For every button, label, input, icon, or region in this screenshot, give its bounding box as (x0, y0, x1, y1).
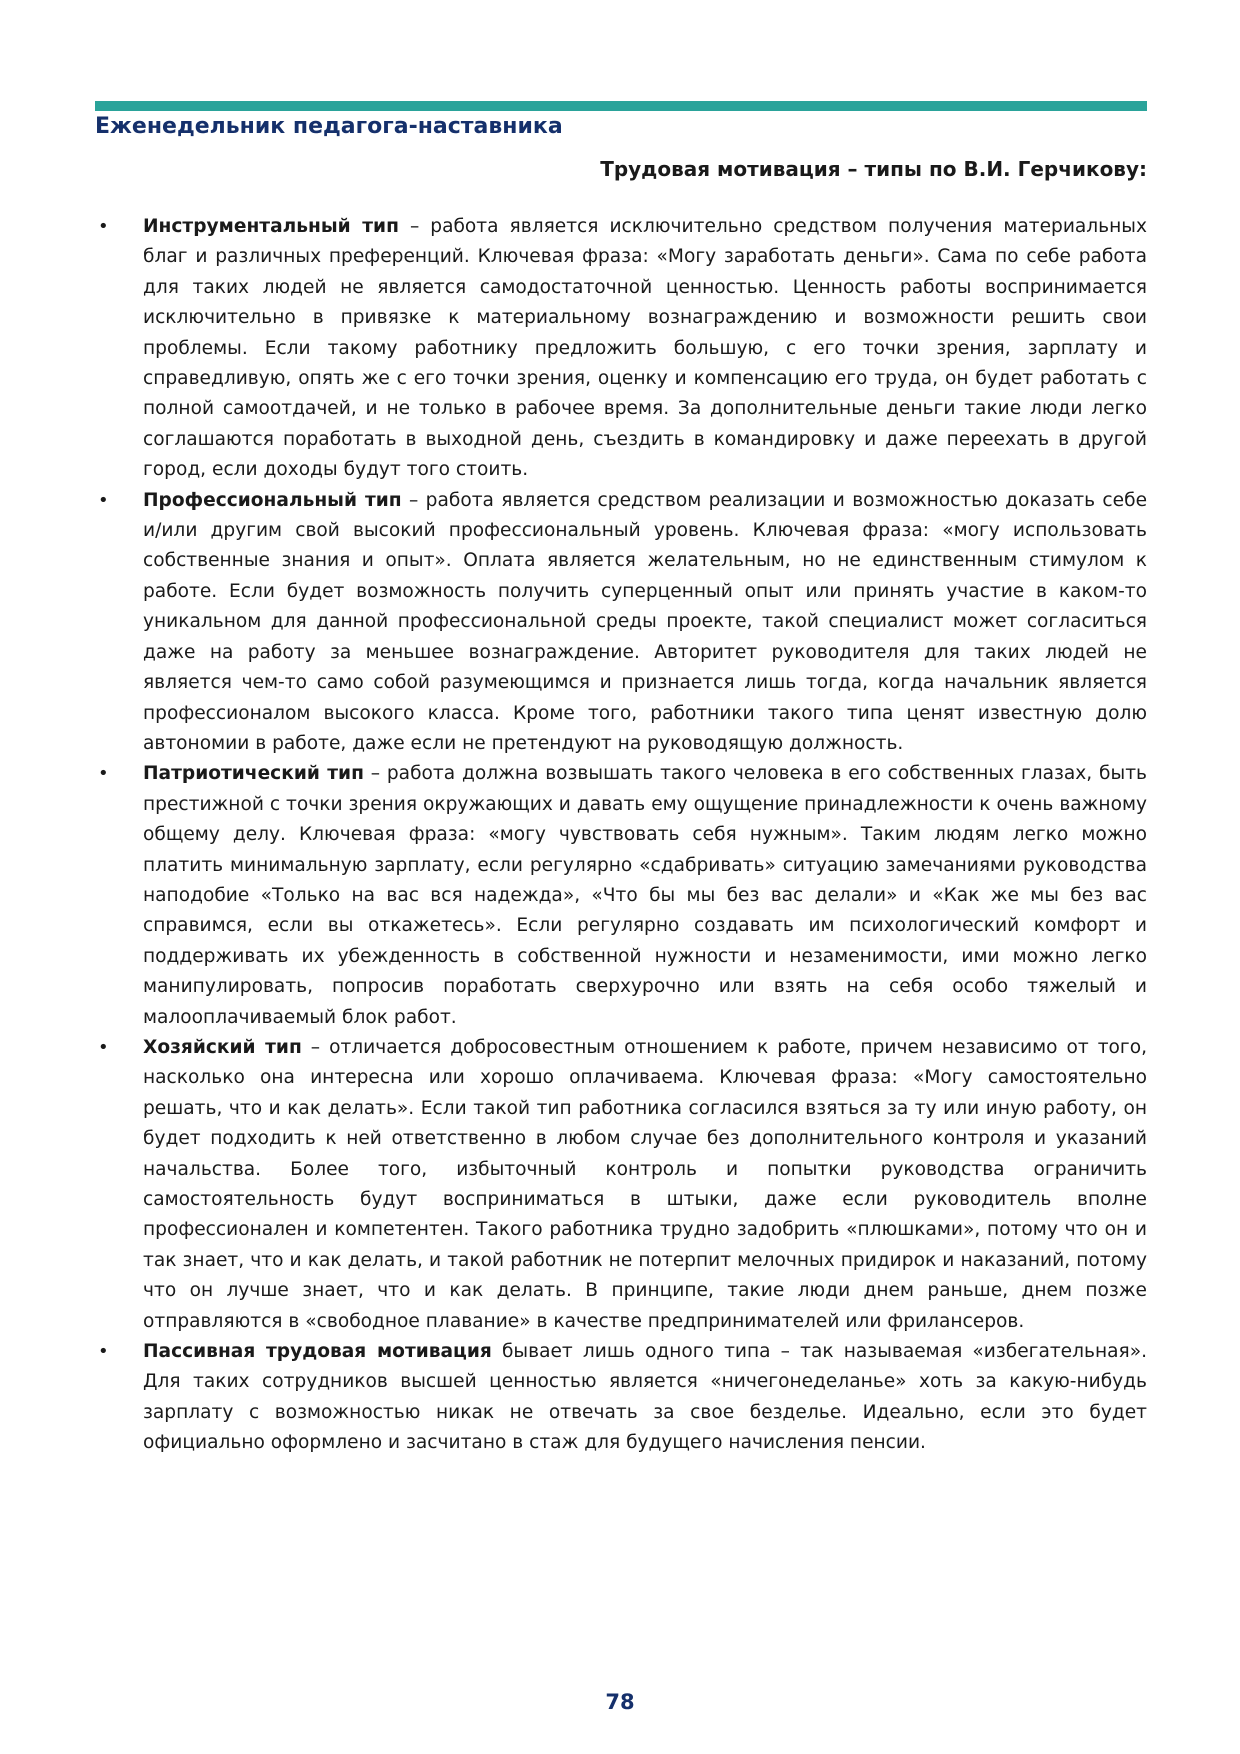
type-description: – работа должна возвышать такого человека в его собственных глазах, быть престижной с точки зрения окружающих и давать ему ощущение принадлежности к очень важному общему делу. Ключевая фраза: «могу чувствовать себя нужным». Таким людям легко можно платить минимальную зарплату, если регулярно «сдабривать» ситуацию замечаниями руководства наподобие «Только на вас вся надежда», «Что бы мы без вас делали» и «Как же мы без вас справимся, если вы откажетесь». Если регулярно создавать им психологический комфорт и поддерживать их убежденность в собственной нужности и незаменимости, ими можно легко манипулировать, попросив поработать сверхурочно или взять на себя особо тяжелый и малооплачиваемый блок работ. (143, 763, 1147, 1028)
type-term: Инструментальный тип (143, 216, 399, 237)
content-body (95, 212, 1147, 1459)
list-item (95, 759, 1147, 1033)
type-description: – работа является средством реализации и возможностью доказать себе и/или другим свой высокий профессиональный уровень. Ключевая фраза: «могу использовать собственные знания и опыт». Оплата является желательным, но не единственным стимулом к работе. Если будет возможность получить суперценный опыт или принять участие в каком-то уникальном для данной профессиональной среды проекте, такой специалист может согласиться даже на работу за меньшее вознаграждение. Авторитет руководителя для таких людей не является чем-то само собой разумеющимся и признается лишь тогда, когда начальник является профессионалом высокого класса. Кроме того, работники такого типа ценят известную долю автономии в работе, даже если не претендуют на руководящую должность. (143, 489, 1148, 754)
bullet-icon: • (98, 489, 109, 511)
list-item (95, 1337, 1147, 1459)
bullet-icon: • (98, 763, 109, 785)
bullet-icon: • (98, 216, 109, 237)
list-item (95, 486, 1147, 760)
header-accent-rule (95, 101, 1147, 111)
motivation-types-list (95, 212, 1147, 1459)
page-number: 78 (605, 1690, 635, 1714)
type-term: Патриотический тип (143, 763, 364, 785)
type-term: Пассивная трудовая мотивация (143, 1341, 492, 1363)
type-term: Хозяйский тип (143, 1036, 302, 1058)
type-term: Профессиональный тип (143, 489, 402, 511)
type-description: – отличается добросовестным отношением к работе, причем независимо от того, насколько она интересна или хорошо оплачиваема. Ключевая фраза: «Могу самостоятельно решать, что и как делать». Если такой тип работника согласился взяться за ту или иную работу, он будет подходить к ней ответственно в любом случае без дополнительного контроля и указаний начальства. Более того, избыточный контроль и попытки руководства ограничить самостоятельность будут восприниматься в штыки, даже если руководитель вполне профессионален и компетентен. Такого работника трудно задобрить «плюшками», потому что он и так знает, что и как делать, и такой работник не потерпит мелочных придирок и наказаний, потому что он лучше знает, что и как делать. В принципе, такие люди днем раньше, днем позже отправляются в «свободное плавание» в качестве предпринимателей или фрилансеров. (143, 1036, 1147, 1332)
running-header: Еженедельник педагога-наставника (95, 114, 563, 139)
list-item (95, 1033, 1147, 1337)
bullet-icon: • (98, 1036, 109, 1058)
section-title: Трудовая мотивация – типы по В.И. Герчикову: (600, 157, 1147, 181)
type-description: – работа является исключительно средством получения материальных благ и различных преференций. Ключевая фраза: «Могу заработать деньги». Сама по себе работа для таких людей не является самодостаточной ценностью. Ценность работы воспринимается исключительно в привязке к материальному вознаграждению и возможности решить свои проблемы. Если такому работнику предложить большую, с его точки зрения, зарплату и справедливую, опять же с его точки зрения, оценку и компенсацию его труда, он будет работать с полной самоотдачей, и не только в рабочее время. За дополнительные деньги такие люди легко соглашаются поработать в выходной день, съездить в командировку и даже переехать в другой город, если доходы будут того стоить. (143, 216, 1147, 481)
list-item (95, 212, 1147, 486)
type-description: бывает лишь одного типа – так называемая «избегательная». Для таких сотрудников высшей ценностью является «ничегонеделанье» хоть за какую-нибудь зарплату с возможностью никак не отвечать за свое безделье. Идеально, если это будет официально оформлено и засчитано в стаж для будущего начисления пенсии. (143, 1341, 1147, 1454)
bullet-icon: • (98, 1341, 109, 1363)
